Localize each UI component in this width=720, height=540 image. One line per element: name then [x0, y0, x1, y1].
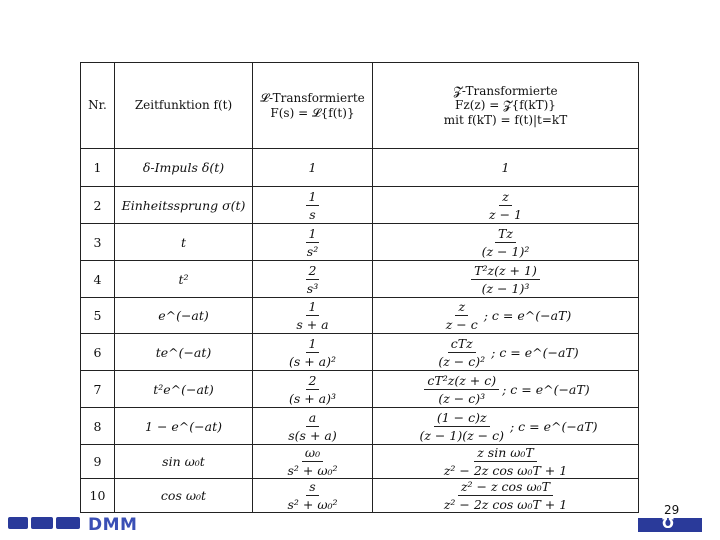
nr-cell	[81, 261, 115, 298]
time-function: Einheitssprung σ(t)	[121, 197, 246, 213]
table-row	[81, 371, 639, 408]
laplace-fraction	[304, 263, 321, 296]
time-function: sin ω₀t	[162, 454, 205, 469]
nr-cell	[81, 187, 115, 224]
z-transform-cell	[373, 479, 639, 513]
laplace-cell	[253, 261, 373, 298]
table-row	[81, 187, 639, 224]
nr-cell	[81, 149, 115, 187]
laplace-denominator: s² + ω₀²	[287, 463, 338, 478]
z-transform-cell	[373, 261, 639, 298]
z-transform-fraction	[471, 263, 540, 296]
laplace-denominator: s²	[306, 243, 319, 259]
z-transform-fraction	[424, 373, 499, 406]
laplace-fraction	[304, 226, 321, 259]
row-number: 10	[89, 488, 106, 503]
table-body	[81, 149, 639, 513]
row-number: 9	[93, 454, 102, 469]
time-function-cell	[115, 334, 253, 371]
table-row	[81, 479, 639, 513]
time-function: t²e^(−at)	[153, 381, 214, 397]
z-transform-condition: ; c = e^(−aT)	[491, 344, 579, 360]
laplace-cell	[253, 408, 373, 445]
z-transform-condition: ; c = e^(−aT)	[502, 381, 590, 397]
laplace-numerator: 1	[306, 226, 320, 243]
time-function: t	[180, 234, 187, 250]
time-function: e^(−at)	[158, 308, 209, 323]
laplace-value: 1	[308, 160, 317, 175]
z-transform-fraction	[441, 479, 570, 512]
z-transform-denominator: (z − c)²	[438, 353, 486, 369]
time-function-cell	[115, 479, 253, 513]
header-z-line-3: mit f(kT) = f(t)|t=kT	[443, 112, 568, 127]
time-function-cell	[115, 187, 253, 224]
row-number: 5	[93, 308, 102, 323]
header-laplace	[253, 63, 373, 149]
laplace-numerator: 1	[306, 189, 320, 206]
brand-corner-icon: Ʊ	[662, 516, 674, 532]
laplace-cell	[253, 298, 373, 334]
laplace-fraction	[284, 445, 340, 478]
table-row	[81, 334, 639, 371]
row-number: 8	[93, 418, 102, 434]
laplace-denominator: s² + ω₀²	[287, 497, 338, 512]
row-number: 1	[93, 160, 102, 175]
z-transform-numerator: cT²z(z + c)	[424, 373, 499, 390]
laplace-denominator: s	[309, 206, 316, 222]
z-transform-cell	[373, 445, 639, 479]
laplace-fraction	[293, 299, 331, 332]
z-transform-fraction	[443, 299, 481, 332]
table-row	[81, 445, 639, 479]
z-transform-numerator: T²z(z + 1)	[471, 263, 540, 280]
header-z	[373, 63, 639, 149]
z-transform-fraction	[486, 189, 525, 222]
time-function-cell	[115, 298, 253, 334]
row-number: 7	[93, 381, 102, 397]
transform-table	[80, 62, 639, 513]
nr-cell	[81, 224, 115, 261]
laplace-denominator: s³	[306, 280, 319, 296]
nr-cell	[81, 334, 115, 371]
z-transform-numerator: Tz	[495, 226, 516, 243]
z-transform-value: 1	[501, 160, 510, 175]
laplace-cell	[253, 371, 373, 408]
nr-cell	[81, 445, 115, 479]
z-transform-denominator: (z − c)³	[438, 390, 486, 406]
table-row	[81, 224, 639, 261]
table-row	[81, 298, 639, 334]
table-row	[81, 149, 639, 187]
laplace-cell	[253, 445, 373, 479]
laplace-numerator: 2	[306, 263, 320, 280]
z-transform-condition: ; c = e^(−aT)	[509, 418, 598, 434]
time-function: 1 − e^(−at)	[145, 418, 222, 434]
header-time-function: Zeitfunktion f(t)	[115, 63, 253, 149]
z-transform-fraction	[417, 410, 507, 443]
table-header-row	[81, 63, 639, 149]
time-function-cell	[115, 224, 253, 261]
z-transform-fraction	[435, 336, 488, 369]
nr-cell	[81, 479, 115, 513]
time-function: δ-Impuls δ(t)	[142, 160, 225, 175]
time-function-cell	[115, 261, 253, 298]
transform-table-container	[80, 62, 638, 512]
z-transform-numerator: (1 − c)z	[434, 410, 490, 427]
z-transform-cell	[373, 224, 639, 261]
z-transform-cell	[373, 334, 639, 371]
laplace-denominator: s(s + a)	[288, 427, 337, 443]
z-transform-numerator: z² − z cos ω₀T	[458, 479, 553, 496]
header-nr: Nr.	[81, 63, 115, 149]
laplace-fraction	[306, 189, 320, 222]
laplace-fraction	[285, 410, 339, 443]
laplace-denominator: s + a	[296, 317, 329, 332]
z-transform-cell	[373, 298, 639, 334]
nr-cell	[81, 371, 115, 408]
time-function-cell	[115, 408, 253, 445]
z-transform-denominator: z² − 2z cos ω₀T + 1	[443, 463, 568, 478]
z-transform-numerator: z	[499, 189, 512, 206]
logo-mark	[8, 517, 80, 529]
header-z-line-1: 𝓩-Transformierte	[453, 83, 558, 98]
row-number: 3	[93, 234, 102, 250]
z-transform-numerator: cTz	[448, 336, 476, 353]
laplace-numerator: a	[306, 410, 319, 427]
laplace-cell	[253, 187, 373, 224]
laplace-cell	[253, 334, 373, 371]
page-number: 29	[664, 503, 680, 517]
laplace-fraction	[286, 373, 339, 406]
time-function: cos ω₀t	[160, 488, 207, 503]
row-number: 4	[93, 271, 102, 287]
table-row	[81, 261, 639, 298]
header-laplace-line-2: F(s) = 𝓛{f(t)}	[270, 105, 355, 120]
z-transform-denominator: (z − 1)(z − c)	[419, 427, 504, 443]
z-transform-fraction	[441, 445, 570, 478]
laplace-numerator: s	[306, 479, 318, 496]
laplace-numerator: 1	[306, 336, 320, 353]
nr-cell	[81, 408, 115, 445]
z-transform-denominator: z² − 2z cos ω₀T + 1	[443, 497, 568, 512]
z-transform-numerator: z	[455, 299, 468, 316]
brand-label: DMM	[88, 515, 138, 535]
z-transform-denominator: z − 1	[489, 206, 522, 222]
laplace-fraction	[286, 336, 339, 369]
laplace-numerator: 1	[306, 299, 320, 316]
z-transform-denominator: (z − 1)²	[481, 243, 530, 259]
laplace-numerator: ω₀	[302, 445, 323, 462]
laplace-cell	[253, 149, 373, 187]
laplace-denominator: (s + a)²	[288, 353, 337, 369]
z-transform-cell	[373, 187, 639, 224]
time-function: t²	[178, 271, 189, 287]
z-transform-condition: ; c = e^(−aT)	[483, 308, 572, 323]
z-transform-cell	[373, 408, 639, 445]
laplace-numerator: 2	[306, 373, 320, 390]
nr-cell	[81, 298, 115, 334]
z-transform-denominator: (z − 1)³	[481, 280, 530, 296]
laplace-cell	[253, 479, 373, 513]
laplace-denominator: (s + a)³	[288, 390, 337, 406]
row-number: 6	[93, 344, 102, 360]
laplace-cell	[253, 224, 373, 261]
time-function: te^(−at)	[155, 344, 212, 360]
time-function-cell	[115, 149, 253, 187]
table-row	[81, 408, 639, 445]
z-transform-fraction	[479, 226, 533, 259]
time-function-cell	[115, 371, 253, 408]
z-transform-cell	[373, 371, 639, 408]
header-z-line-2: Fz(z) = 𝓩{f(kT)}	[455, 98, 556, 113]
z-transform-cell	[373, 149, 639, 187]
laplace-fraction	[284, 479, 340, 512]
row-number: 2	[93, 197, 102, 213]
z-transform-numerator: z sin ω₀T	[474, 445, 537, 462]
header-laplace-line-1: 𝓛-Transformierte	[260, 91, 365, 106]
time-function-cell	[115, 445, 253, 479]
z-transform-denominator: z − c	[445, 317, 478, 332]
